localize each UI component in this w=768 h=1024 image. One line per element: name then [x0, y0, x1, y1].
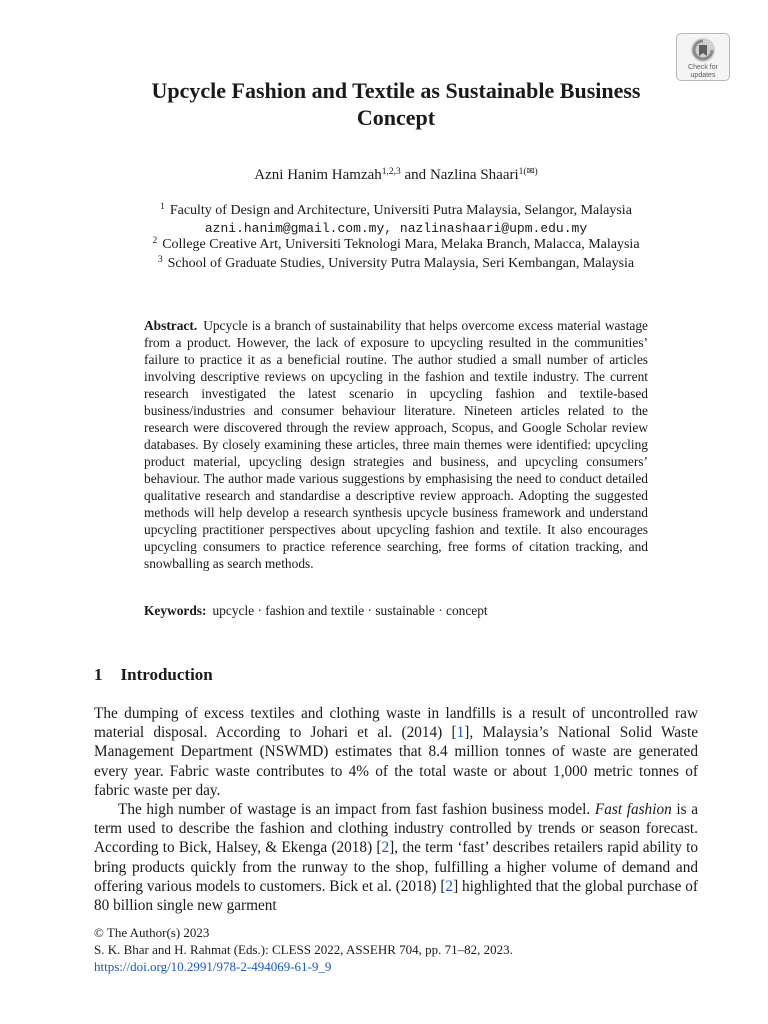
badge-label: Check for updates — [688, 64, 718, 79]
author-affiliation-mark: 1,2,3 — [381, 167, 401, 177]
paragraph-text: is a term used to describe the fashion and clothing industry controlled by trends or season forecast. According to Bick, Halsey, & Ekenga (2018) [ — [94, 801, 698, 857]
keywords-label: Keywords: — [144, 603, 207, 618]
paragraph-text: ], Malaysia’s National Solid Waste Management Department (NSWMD) estimates that 8.4 million tonnes of waste are generated every year. Fabric waste contributes to 4% of the total waste or about 1,000 metric tonnes of fabric waste per day. — [94, 724, 699, 799]
page-footer — [94, 924, 513, 975]
paragraph — [94, 800, 698, 915]
affiliation-text: Faculty of Design and Architecture, Universiti Putra Malaysia, Selangor, Malaysia — [169, 203, 632, 218]
section-title: Introduction — [120, 665, 213, 684]
introduction-body — [94, 704, 698, 915]
abstract-label: Abstract. — [144, 318, 198, 333]
section-heading — [94, 665, 213, 685]
copyright-notice: © The Author(s) 2023 — [94, 925, 210, 940]
affiliation-text: School of Graduate Studies, University Putra Malaysia, Seri Kembangan, Malaysia — [167, 256, 635, 271]
author-line — [120, 167, 672, 184]
affiliation-number: 3 — [157, 255, 163, 265]
doi-link[interactable]: https://doi.org/10.2991/978-2-494069-61-9_9 — [94, 959, 332, 974]
paper-title: Upcycle Fashion and Textile as Sustainable Business Concept — [151, 78, 641, 130]
check-for-updates-badge[interactable] — [676, 33, 730, 81]
paragraph — [94, 704, 698, 800]
abstract-text: Upcycle is a branch of sustainability that helps overcome excess material wastage from a product. However, the lack of exposure to upcycling resulted in the communities’ failure to practice it as a beneficial routine. The author studied a small number of articles involving descriptive reviews on upcycling in the fashion and textile industry. The current research investigated the latest scenario in upcycling fashion and textile-based business/industries and consumer behaviour literature. Nineteen articles related to the research were discovered through the review approach, Scopus, and Google Scholar review databases. By closely examining these articles, three main themes were identified: upcycling product material, upcycling design strategies and business, and upcycling consumers’ behaviour. The author made various suggestions by emphasising the need to conduct detailed qualitative research and standardise a descriptive review approach. Adopting the suggested methods will help develop a research synthesis upcycle business framework and understand upcycling practitioner perspectives about upcycling fashion and textile. It also encourages upcycling consumers to practice reference searching, free forms of citation tracking, and snowballing as search methods. — [144, 318, 648, 571]
abstract — [144, 317, 648, 572]
paragraph-text: The dumping of excess textiles and clothing waste in landfills is a result of uncontrolled raw material disposal. According to Johari et al. (2014) [ — [94, 705, 698, 742]
keywords-text: upcycle · fashion and textile · sustainable · concept — [212, 603, 488, 618]
author-emails[interactable]: azni.hanim@gmail.com.my, nazlinashaari@upm.edu.my — [204, 221, 588, 236]
section-number: 1 — [94, 665, 103, 684]
emphasis-term: Fast fashion — [594, 801, 672, 819]
affiliation-text: College Creative Art, Universiti Teknologi Mara, Melaka Branch, Malacca, Malaysia — [162, 237, 640, 252]
affiliation — [0, 236, 768, 253]
keywords — [144, 602, 488, 619]
check-for-updates-icon — [690, 37, 716, 63]
citation-link[interactable]: 2 — [381, 839, 390, 857]
citation-line: S. K. Bhar and H. Rahmat (Eds.): CLESS 2022, ASSEHR 704, pp. 71–82, 2023. — [94, 942, 513, 957]
affiliation-number: 1 — [160, 202, 165, 212]
affiliation — [0, 255, 768, 272]
affiliation-number: 2 — [152, 236, 158, 246]
author-affiliation-mark: 1(✉) — [518, 167, 538, 177]
paragraph-text: ] highlighted that the global purchase of 80 billion single new garment — [94, 877, 699, 915]
author-name: Nazlina Shaari — [429, 167, 519, 183]
paragraph-text: ], the term ‘fast’ describes retailers rapid ability to bring products quickly from the runway to the shop, fulfilling a higher volume of demand and offering various models to customers. Bick et al. (2018) [ — [94, 839, 698, 895]
citation-link[interactable]: 2 — [445, 877, 454, 895]
paragraph-text: The high number of wastage is an impact from fast fashion business model. — [118, 801, 595, 819]
author-conjunction: and — [400, 167, 430, 183]
affiliation — [0, 202, 768, 219]
author-name: Azni Hanim Hamzah — [254, 167, 382, 183]
citation-link[interactable]: 1 — [456, 724, 465, 742]
